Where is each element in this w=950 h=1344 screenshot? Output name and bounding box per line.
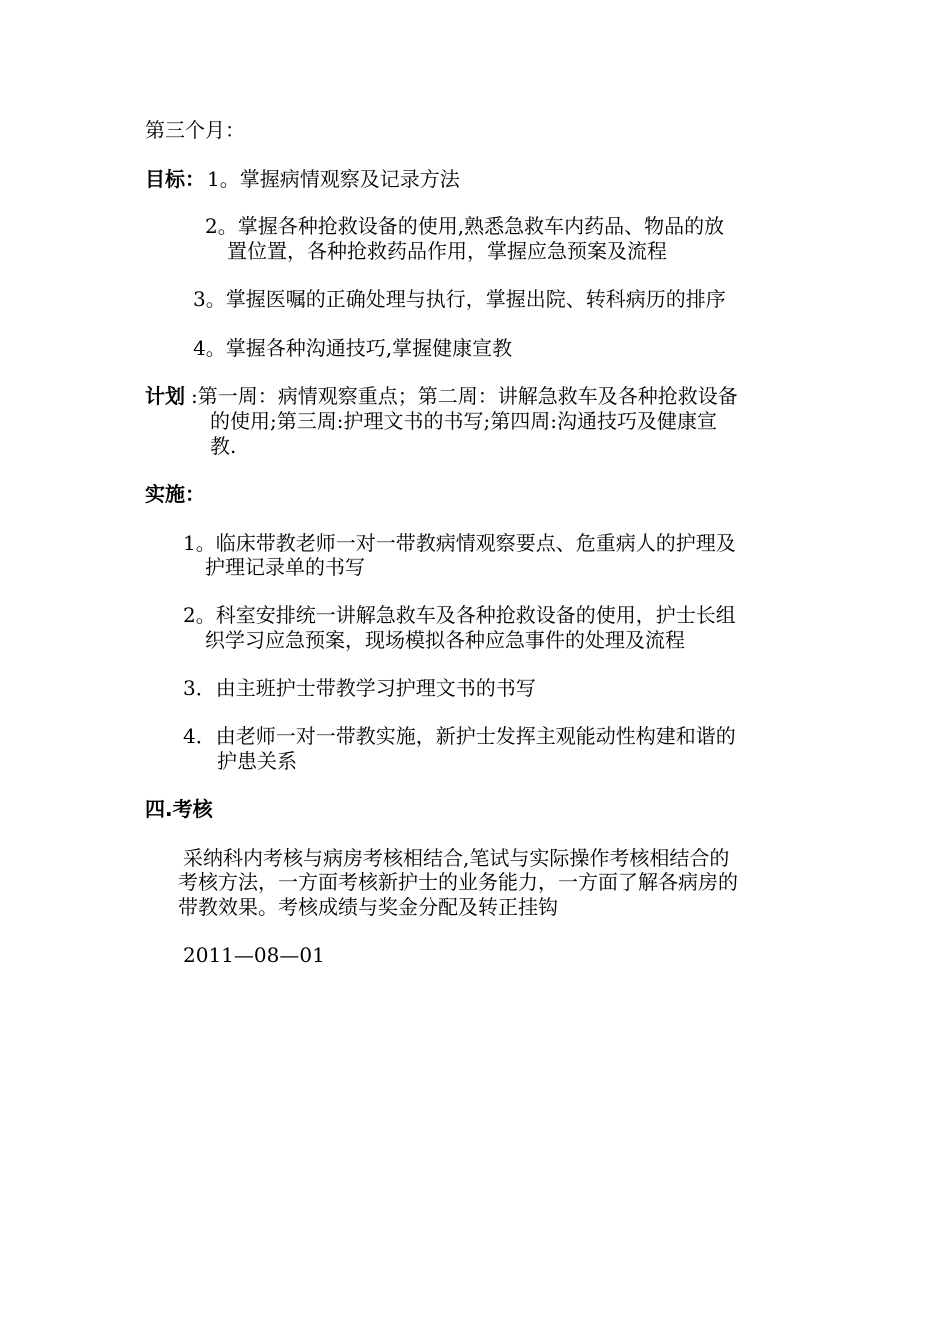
- implementation-item-1-line-1: 1。临床带教老师一对一带教病情观察要点、危重病人的护理及: [183, 531, 736, 555]
- goal-2-line-1: 2。掌握各种抢救设备的使用,熟悉急救车内药品、物品的放: [205, 214, 725, 238]
- assessment-heading: 四.考核: [145, 797, 213, 821]
- assessment-line-2: 考核方法，一方面考核新护士的业务能力，一方面了解各病房的: [178, 870, 738, 894]
- plan-line-3: 教.: [210, 434, 237, 458]
- document-date: 2011—08—01: [183, 943, 325, 967]
- implementation-item-4-line-1: 4．由老师一对一带教实施，新护士发挥主观能动性构建和谐的: [183, 724, 736, 748]
- implementation-item-3: 3．由主班护士带教学习护理文书的书写: [183, 676, 536, 700]
- goals-label: 目标：: [145, 167, 205, 191]
- implementation-item-2-line-1: 2。科室安排统一讲解急救车及各种抢救设备的使用，护士长组: [183, 603, 736, 627]
- assessment-line-1: 采纳科内考核与病房考核相结合,笔试与实际操作考核相结合的: [183, 846, 730, 870]
- plan-line-2: 的使用;第三周:护理文书的书写;第四周:沟通技巧及健康宣: [210, 409, 717, 433]
- goal-3: 3。掌握医嘱的正确处理与执行，掌握出院、转科病历的排序: [193, 287, 726, 311]
- implementation-item-2-line-2: 织学习应急预案，现场模拟各种应急事件的处理及流程: [205, 628, 685, 652]
- implementation-item-4-line-2: 护患关系: [217, 749, 297, 773]
- assessment-line-3: 带教效果。考核成绩与奖金分配及转正挂钩: [178, 895, 558, 919]
- goal-2-line-2: 置位置，各种抢救药品作用，掌握应急预案及流程: [227, 239, 667, 263]
- plan-line-1: :第一周：病情观察重点；第二周：讲解急救车及各种抢救设备: [191, 384, 738, 408]
- plan-label: 计划: [145, 384, 185, 408]
- implementation-item-1-line-2: 护理记录单的书写: [205, 555, 365, 579]
- goal-1: 1。掌握病情观察及记录方法: [207, 167, 460, 191]
- month-heading: 第三个月：: [145, 118, 245, 142]
- implementation-label: 实施：: [145, 482, 205, 506]
- goal-4: 4。掌握各种沟通技巧,掌握健康宣教: [193, 336, 513, 360]
